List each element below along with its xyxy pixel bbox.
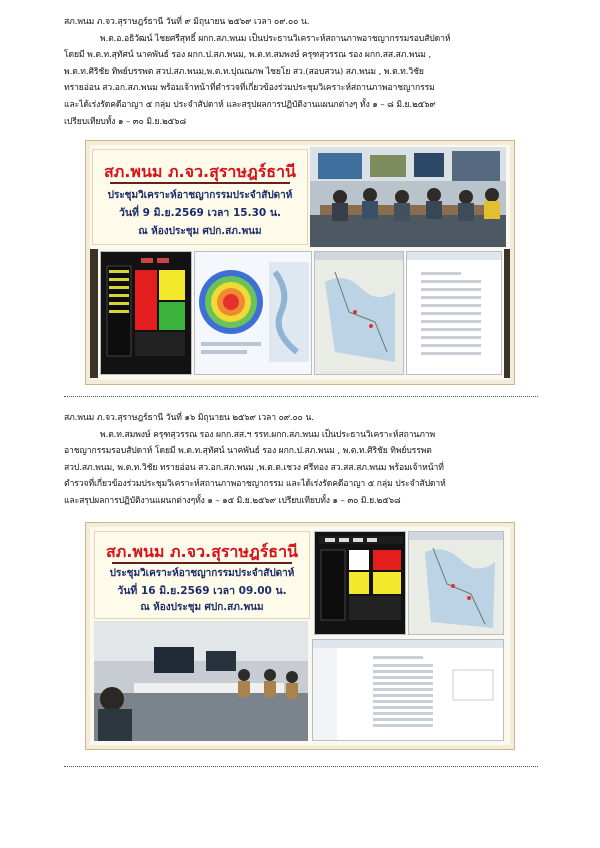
section1-line: พ.ต.อ.อธิวัฒน์ ไชยศรีสุทธิ์ ผกก.สภ.พนม เป็นประธานวิเคราะห์สถานภาพอาชญากรรมรอบสัปดาห์ xyxy=(100,33,451,44)
section2-line: ตำรวจที่เกี่ยวข้องร่วมประชุมวิเคราะห์สถานภาพอาชญากรรม และได้เร่งรัดคดีอาญา ๕ กลุ่ม ประจำสัปดาห์ xyxy=(64,479,446,490)
frame-edge xyxy=(504,249,510,378)
crime-dashboard-screenshot xyxy=(314,531,406,635)
map-graphic xyxy=(409,532,504,635)
section2-text xyxy=(64,410,538,510)
banner-line: ประชุมวิเคราะห์อาชญากรรมประจำสัปดาห์ xyxy=(107,190,293,201)
photo-collage-2 xyxy=(85,522,515,750)
banner-line: ณ ห้องประชุม ศปก.สภ.พนม xyxy=(140,602,264,613)
meeting-room-photo xyxy=(94,621,308,741)
section2-line: อาชญากรรมรอบสัปดาห์ โดยมี พ.ต.ท.สุทัศน์ นาคพันธ์ รอง ผกก.ป.สภ.พนม , พ.ต.ท.ศิริชัย ทิพย์บรรพต xyxy=(64,446,432,457)
report-table-screenshot xyxy=(406,251,502,375)
meeting-banner-1 xyxy=(92,149,308,245)
section1-text xyxy=(64,14,538,130)
section1-heading: สภ.พนม ภ.จว.สุราษฎร์ธานี วันที่ ๙ มิถุนายน ๒๕๖๙ เวลา ๐๙.๐๐ น. xyxy=(64,17,310,27)
section-divider xyxy=(64,766,538,767)
section2-heading: สภ.พนม ภ.จว.สุราษฎร์ธานี วันที่ ๑๖ มิถุนายน ๒๕๖๙ เวลา ๐๙.๐๐ น. xyxy=(64,413,314,423)
meeting-banner-2 xyxy=(94,531,310,619)
dashboard-graphic xyxy=(315,532,406,635)
banner-divider xyxy=(112,562,292,564)
table-graphic xyxy=(313,640,504,741)
banner-line: วันที่ 9 มิ.ย.2569 เวลา 15.30 น. xyxy=(118,207,282,219)
table-graphic xyxy=(407,252,502,375)
frame-edge xyxy=(90,249,98,378)
dashboard-graphic xyxy=(101,252,192,375)
section-divider xyxy=(64,396,538,397)
map-graphic xyxy=(315,252,404,375)
section1-line: ทรายอ่อน สว.อก.สภ.พนม พร้อมเจ้าหน้าที่ตำรวจที่เกี่ยวข้องร่วมประชุมวิเคราะห์สถานภาพอาชญากรรม xyxy=(64,83,435,94)
meeting-room-photo xyxy=(310,147,506,247)
radar-map-graphic xyxy=(195,252,312,375)
banner-divider xyxy=(110,182,290,184)
section2-line: พ.ต.ท.สมพงษ์ ครุฑสุวรรณ รอง ผกก.สส.ฯ รรท.ผกก.สภ.พนม เป็นประธานวิเคราะห์สถานภาพ xyxy=(100,429,436,440)
meeting-photo-graphic xyxy=(94,621,308,741)
crime-map-heat-screenshot xyxy=(194,251,312,375)
section1-line: พ.ต.ท.ศิริชัย ทิพย์บรรพต สวป.สภ.พนม,พ.ต.ท.ปุณณภพ ไชยโย สว.(สอบสวน) สภ.พนม , พ.ต.ท.วิชัย xyxy=(64,66,424,77)
report-table-screenshot xyxy=(312,639,504,741)
section1-line: โดยมี พ.ต.ท.สุทัศน์ นาคพันธ์ รอง ผกก.ป.สภ.พนม, พ.ต.ท.สมพงษ์ ครุฑสุวรรณ รอง ผกก.สส.สภ.พนม , xyxy=(64,50,432,61)
section2-line: และสรุปผลการปฏิบัติงานแผนกต่างๆทั้ง ๑ – ๑๕ มิ.ย.๒๕๖๙ เปรียบเทียบทั้ง ๑ – ๓๐ มิ.ย.๒๕๖๘ xyxy=(64,495,401,506)
meeting-photo-graphic xyxy=(310,147,506,247)
section1-line: เปรียบเทียบทั้ง ๑ – ๓๐ มิ.ย.๒๕๖๘ xyxy=(64,116,186,127)
district-map-screenshot xyxy=(314,251,404,375)
crime-dashboard-screenshot xyxy=(100,251,192,375)
banner-line: ณ ห้องประชุม ศปก.สภ.พนม xyxy=(138,226,262,237)
photo-collage-1 xyxy=(85,140,515,385)
banner-title: สภ.พนม ภ.จว.สุราษฎร์ธานี xyxy=(106,542,298,561)
district-map-screenshot xyxy=(408,531,504,635)
banner-title: สภ.พนม ภ.จว.สุราษฎร์ธานี xyxy=(104,162,296,181)
section1-line: และได้เร่งรัดคดีอาญา ๕ กลุ่ม ประจำสัปดาห์ และสรุปผลการปฏิบัติงานแผนกต่างๆ ทั้ง ๑ – ๘ มิ.ย.๒๕๖๙ xyxy=(64,99,436,110)
banner-line: ประชุมวิเคราะห์อาชญากรรมประจำสัปดาห์ xyxy=(109,568,295,579)
section2-line: สวป.สภ.พนม, พ.ต.ท.วิชัย ทรายอ่อน สว.อก.สภ.พนม ,พ.ต.ต.เชวง ศรีทอง สว.สส.สภ.พนม พร้อมเจ้าหน้าที่ xyxy=(64,462,444,473)
banner-line: วันที่ 16 มิ.ย.2569 เวลา 09.00 น. xyxy=(117,585,287,597)
